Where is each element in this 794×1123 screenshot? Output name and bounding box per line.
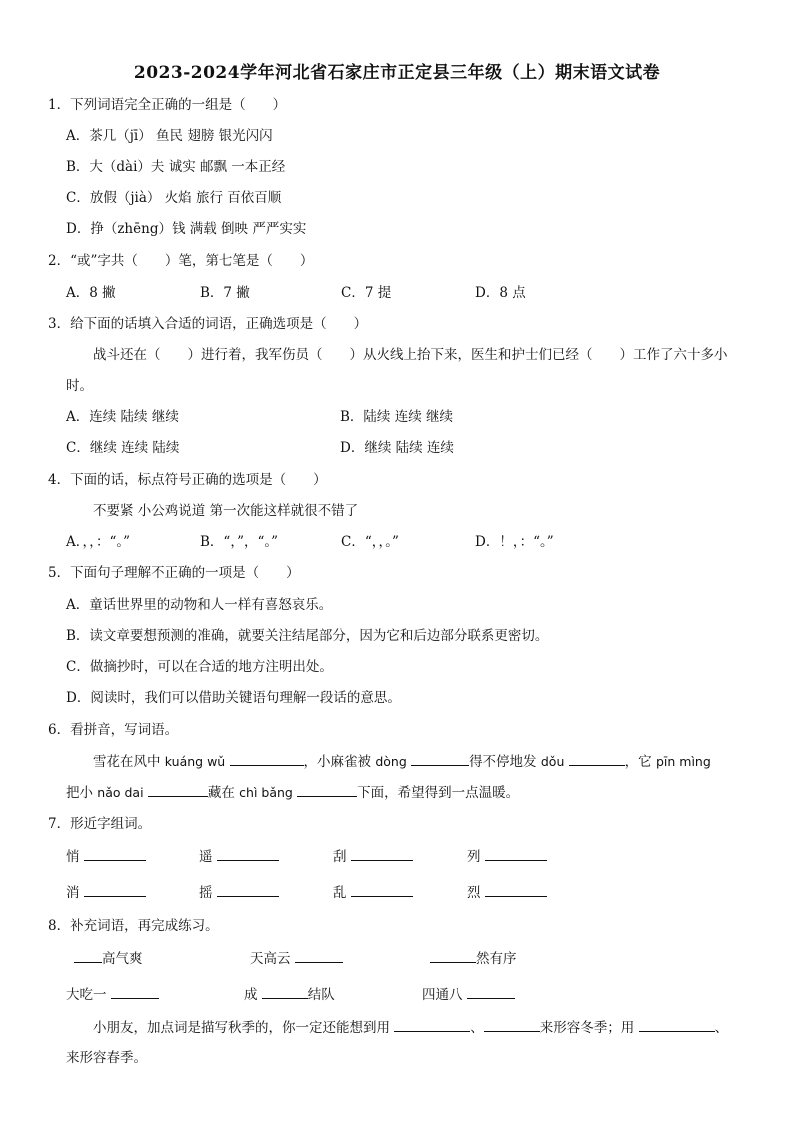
question-6-stem: 6．看拼音，写词语。 [48, 722, 179, 738]
char-group [66, 882, 146, 903]
question-5-option-d: D．阅读时，我们可以借助关键语句理解一段话的意思。 [66, 690, 401, 706]
answer-blank[interactable] [485, 846, 547, 861]
question-6-text: ，它 [624, 754, 652, 770]
pinyin: dǒu [540, 754, 565, 769]
pinyin: pīn mìng [655, 754, 711, 769]
answer-blank[interactable] [394, 1017, 470, 1032]
question-3-option-b: B．陆续 连续 继续 [340, 409, 454, 425]
character: 消 [66, 885, 80, 901]
question-1-stem: 1．下列词语完全正确的一组是（ ） [48, 97, 287, 113]
answer-blank[interactable] [484, 1017, 540, 1032]
char-group [199, 882, 279, 903]
character: 乱 [333, 885, 347, 901]
answer-blank[interactable] [230, 751, 304, 766]
question-6-line-2 [66, 782, 519, 803]
character: 摇 [199, 885, 213, 901]
paragraph-text: 、 [470, 1020, 484, 1036]
question-4-sentence: 不要紧 小公鸡说道 第一次能这样就很不错了 [93, 503, 359, 519]
question-3-option-d: D．继续 陆续 连续 [340, 440, 454, 456]
char-group [66, 846, 146, 867]
question-7-stem: 7．形近字组词。 [48, 816, 152, 832]
question-3-option-c: C．继续 连续 陆续 [66, 440, 180, 456]
question-4-option-c: C．“，，。” [341, 534, 399, 550]
question-2-option-b: B．7 撇 [200, 285, 250, 301]
question-5-option-a: A．童话世界里的动物和人一样有喜怒哀乐。 [66, 597, 333, 613]
question-5-option-b: B．读文章要想预测的准确，就要关注结尾部分，因为它和后边部分联系更密切。 [66, 628, 549, 644]
answer-blank[interactable] [148, 782, 208, 797]
question-8-paragraph-line-2 [66, 1048, 147, 1068]
pinyin: nǎo dai [97, 785, 144, 800]
char-group [199, 846, 279, 867]
paragraph-text: 小朋友，加点词是描写秋季的，你一定还能想到用 [93, 1020, 390, 1036]
answer-blank[interactable] [262, 984, 308, 999]
char-group [467, 882, 547, 903]
answer-blank[interactable] [569, 751, 625, 766]
char-group [467, 846, 547, 867]
pinyin: chì bǎng [239, 785, 293, 800]
paragraph-text: 、 [714, 1020, 729, 1036]
idiom-text: 天高云 [250, 951, 291, 967]
question-1-option-a: A．茶几（jī） 鱼民 翅膀 银光闪闪 [66, 128, 273, 144]
pinyin: kuáng wǔ [164, 754, 226, 769]
question-5-option-c: C．做摘抄时，可以在合适的地方注明出处。 [66, 659, 333, 675]
answer-blank[interactable] [74, 948, 102, 963]
idiom-text: 高气爽 [102, 951, 143, 967]
character: 刮 [333, 849, 347, 865]
question-4-option-b: B．“，”，“。” [200, 534, 279, 550]
question-3-option-a: A．连续 陆续 继续 [66, 409, 179, 425]
answer-blank[interactable] [84, 846, 146, 861]
question-1-option-c: C．放假（jià） 火焰 旅行 百依百顺 [66, 190, 282, 206]
char-group [333, 882, 413, 903]
idiom-item [66, 984, 159, 1005]
idiom-text: 结队 [307, 987, 335, 1003]
question-5-stem: 5．下面句子理解不正确的一项是（ ） [48, 565, 300, 581]
answer-blank[interactable] [217, 882, 279, 897]
character: 烈 [467, 885, 481, 901]
idiom-text: 然有序 [476, 951, 517, 967]
question-8-stem: 8．补充词语，再完成练习。 [48, 918, 219, 934]
character: 遥 [199, 849, 213, 865]
paragraph-text: 来形容春季。 [66, 1050, 147, 1066]
idiom-item [422, 984, 515, 1005]
page-title: 2023-2024学年河北省石家庄市正定县三年级（上）期末语文试卷 [133, 63, 661, 83]
question-1-option-b: B．大（dài）夫 诚实 邮飘 一本正经 [66, 159, 286, 175]
question-4-option-d: D．！，：“。” [475, 534, 554, 550]
question-3-stem: 3．给下面的话填入合适的词语，正确选项是（ ） [48, 316, 368, 332]
idiom-item [430, 948, 517, 969]
question-6-text: 下面，希望得到一点温暖。 [357, 785, 520, 801]
answer-blank[interactable] [467, 984, 515, 999]
pinyin: dòng [375, 754, 407, 769]
question-6-line-1 [93, 751, 711, 772]
answer-blank[interactable] [411, 751, 469, 766]
answer-blank[interactable] [111, 984, 159, 999]
answer-blank[interactable] [295, 948, 343, 963]
idiom-text: 大吃一 [66, 987, 107, 1003]
char-group [333, 846, 413, 867]
question-2-option-c: C．7 提 [341, 285, 392, 301]
answer-blank[interactable] [351, 882, 413, 897]
idiom-item [250, 948, 343, 969]
question-4-option-a: A．，，：“。” [66, 534, 131, 550]
question-6-text: ，小麻雀被 [303, 754, 372, 770]
idiom-text: 四通八 [422, 987, 463, 1003]
idiom-text: 成 [244, 987, 258, 1003]
answer-blank[interactable] [430, 948, 476, 963]
paragraph-text: 来形容冬季；用 [539, 1020, 635, 1036]
question-3-passage-line-2: 时。 [66, 378, 93, 394]
answer-blank[interactable] [351, 846, 413, 861]
question-8-paragraph-line-1 [93, 1017, 728, 1038]
question-4-stem: 4．下面的话，标点符号正确的选项是（ ） [48, 472, 327, 488]
question-6-text: 把小 [66, 785, 93, 801]
character: 列 [467, 849, 481, 865]
idiom-item [244, 984, 335, 1005]
question-2-option-a: A．8 撇 [66, 285, 116, 301]
answer-blank[interactable] [84, 882, 146, 897]
question-2-stem: 2．“或”字共（ ）笔，第七笔是（ ） [48, 253, 314, 269]
idiom-item [74, 948, 143, 969]
question-6-text: 得不停地发 [469, 754, 537, 770]
answer-blank[interactable] [639, 1017, 715, 1032]
answer-blank[interactable] [485, 882, 547, 897]
answer-blank[interactable] [217, 846, 279, 861]
character: 悄 [66, 849, 80, 865]
question-1-option-d: D．挣（zhēng）钱 满载 倒映 严严实实 [66, 221, 307, 237]
question-6-text: 藏在 [207, 785, 235, 801]
question-6-text: 雪花在风中 [93, 754, 161, 770]
question-2-option-d: D．8 点 [475, 285, 526, 301]
question-3-passage-line-1: 战斗还在（ ）进行着，我军伤员（ ）从火线上抬下来，医生和护士们已经（ ）工作了六十多小 [93, 347, 728, 363]
answer-blank[interactable] [297, 782, 357, 797]
